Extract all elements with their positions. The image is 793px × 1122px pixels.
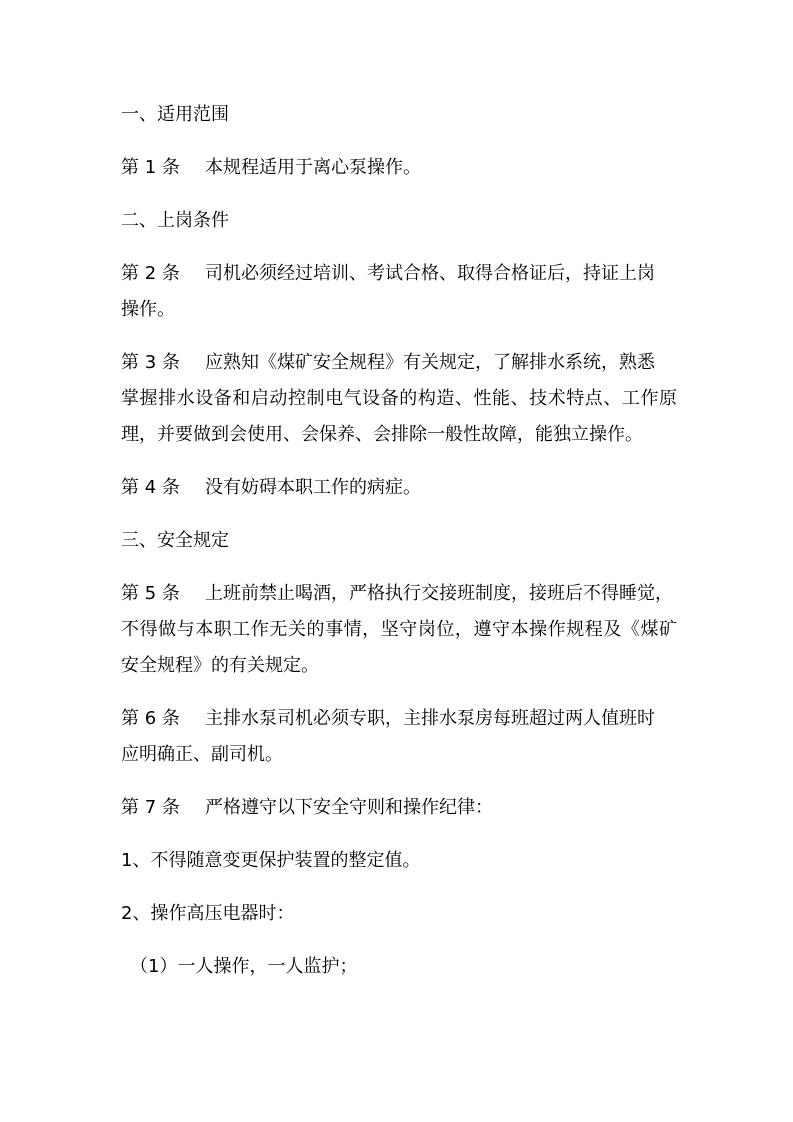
article-text-first-line: 应熟知《煤矿安全规程》有关规定，了解排水系统，熟悉 bbox=[205, 352, 655, 373]
article-1 bbox=[121, 150, 677, 186]
article-text-first-line: 上班前禁止喝酒，严格执行交接班制度，接班后不得睡觉， bbox=[205, 583, 673, 604]
article-label: 第 4 条 bbox=[121, 477, 180, 498]
article-text-continued: 不得做与本职工作无关的事情，坚守岗位，遵守本操作规程及《煤矿安全规程》的有关规定。 bbox=[121, 619, 677, 676]
article-text-continued: 应明确正、副司机。 bbox=[121, 744, 283, 765]
article-label: 第 5 条 bbox=[121, 583, 180, 604]
article-label: 第 6 条 bbox=[121, 708, 180, 729]
sub-list-item-1: （1）一人操作，一人监护； bbox=[130, 956, 358, 977]
article-text-first-line: 主排水泵司机必须专职，主排水泵房每班超过两人值班时 bbox=[205, 708, 655, 729]
article-text: 严格遵守以下安全守则和操作纪律： bbox=[205, 797, 493, 818]
section-heading-scope: 一、适用范围 bbox=[121, 104, 229, 125]
section-heading-qualification: 二、上岗条件 bbox=[121, 210, 229, 231]
article-text-continued: 掌握排水设备和启动控制电气设备的构造、性能、技术特点、工作原理，并要做到会使用、会保养、会排除一般性故障，能独立操作。 bbox=[121, 388, 677, 445]
list-item-2: 2、操作高压电器时： bbox=[121, 903, 295, 924]
article-5 bbox=[121, 576, 677, 684]
article-label: 第 1 条 bbox=[121, 157, 180, 178]
article-6 bbox=[121, 701, 677, 773]
article-3 bbox=[121, 345, 677, 453]
article-4 bbox=[121, 470, 677, 506]
document-page bbox=[121, 97, 677, 1002]
article-label: 第 2 条 bbox=[121, 263, 180, 284]
list-item-1: 1、不得随意变更保护装置的整定值。 bbox=[121, 850, 421, 871]
article-text-first-line: 司机必须经过培训、考试合格、取得合格证后，持证上岗 bbox=[205, 263, 655, 284]
article-2 bbox=[121, 256, 677, 328]
article-text-continued: 操作。 bbox=[121, 299, 175, 320]
section-heading-safety: 三、安全规定 bbox=[121, 530, 229, 551]
article-label: 第 7 条 bbox=[121, 797, 180, 818]
article-text: 没有妨碍本职工作的病症。 bbox=[205, 477, 421, 498]
article-label: 第 3 条 bbox=[121, 352, 180, 373]
article-7 bbox=[121, 790, 677, 826]
article-text: 本规程适用于离心泵操作。 bbox=[205, 157, 421, 178]
